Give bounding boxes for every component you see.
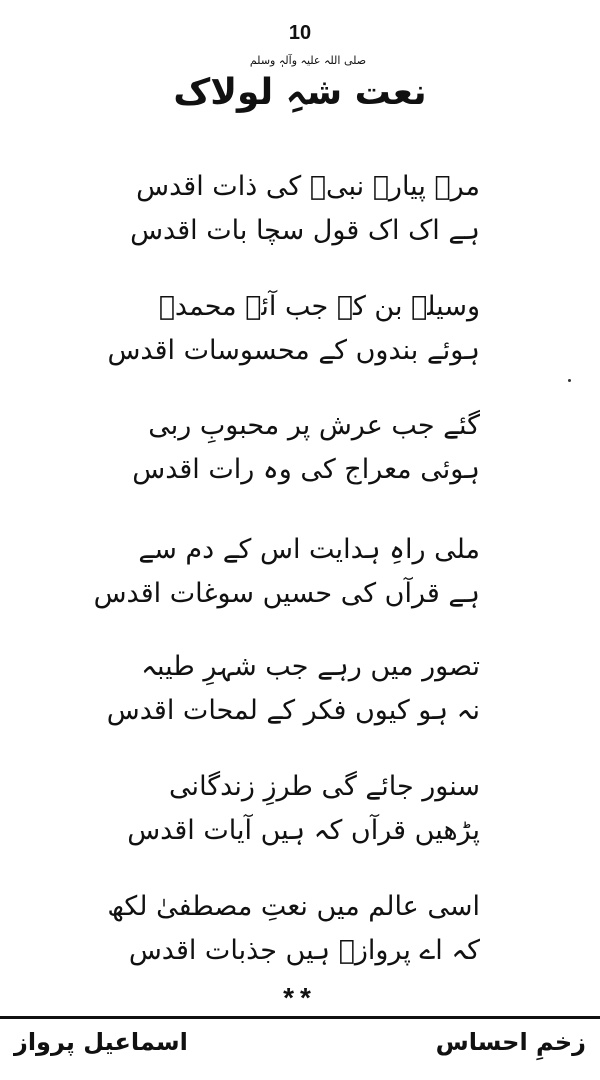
verse-line: تصور میں رہے جب شہرِ طیبہ (141, 651, 480, 682)
stanza (120, 404, 480, 492)
footer-book-title: زخمِ احساس (435, 1028, 586, 1056)
verse-line: نہ ہو کیوں فکر کے لمحات اقدس (106, 695, 480, 726)
verse-line: ہے اک اک قول سچا بات اقدس (130, 215, 480, 246)
verse-line: وسیلہ بن کے جب آئے محمدؐ (158, 291, 480, 322)
poem-heading (150, 50, 450, 130)
poem-title: نعت شہِ لولاک (173, 72, 427, 113)
footer-author: اسماعیل پرواز (14, 1028, 188, 1056)
verse-line: پڑھیں قرآں کہ ہیں آیات اقدس (127, 815, 480, 846)
print-speck (568, 379, 571, 382)
title-honorific: صلی اللہ علیہ وآلہٖ وسلم (249, 54, 367, 67)
verse-line: اسی عالم میں نعتِ مصطفیٰ لکھ (107, 891, 480, 922)
verse-line: ہے قرآں کی حسیں سوغات اقدس (93, 578, 480, 609)
verse-line: کہ اے پروازؔ ہیں جذبات اقدس (128, 935, 480, 966)
footer-rule (0, 1016, 600, 1019)
stanza (120, 165, 480, 253)
verse-line: گئے جب عرش پر محبوبِ ربی (148, 410, 480, 441)
verse-line: ہوئی معراج کی وہ رات اقدس (132, 454, 480, 485)
end-mark: ** (283, 982, 317, 1013)
verse-line: مرے پیارے نبیؐ کی ذات اقدس (136, 171, 480, 202)
verse-line: ملی راہِ ہدایت اس کے دم سے (138, 534, 480, 565)
page-number: 10 (288, 22, 312, 44)
verse-line: ہوئے بندوں کے محسوسات اقدس (107, 335, 480, 366)
stanza (120, 765, 480, 853)
verse-line: سنور جائے گی طرزِ زندگانی (169, 771, 480, 802)
stanza (106, 645, 480, 733)
stanza (107, 285, 480, 373)
stanza (93, 528, 480, 616)
stanza (107, 885, 480, 973)
